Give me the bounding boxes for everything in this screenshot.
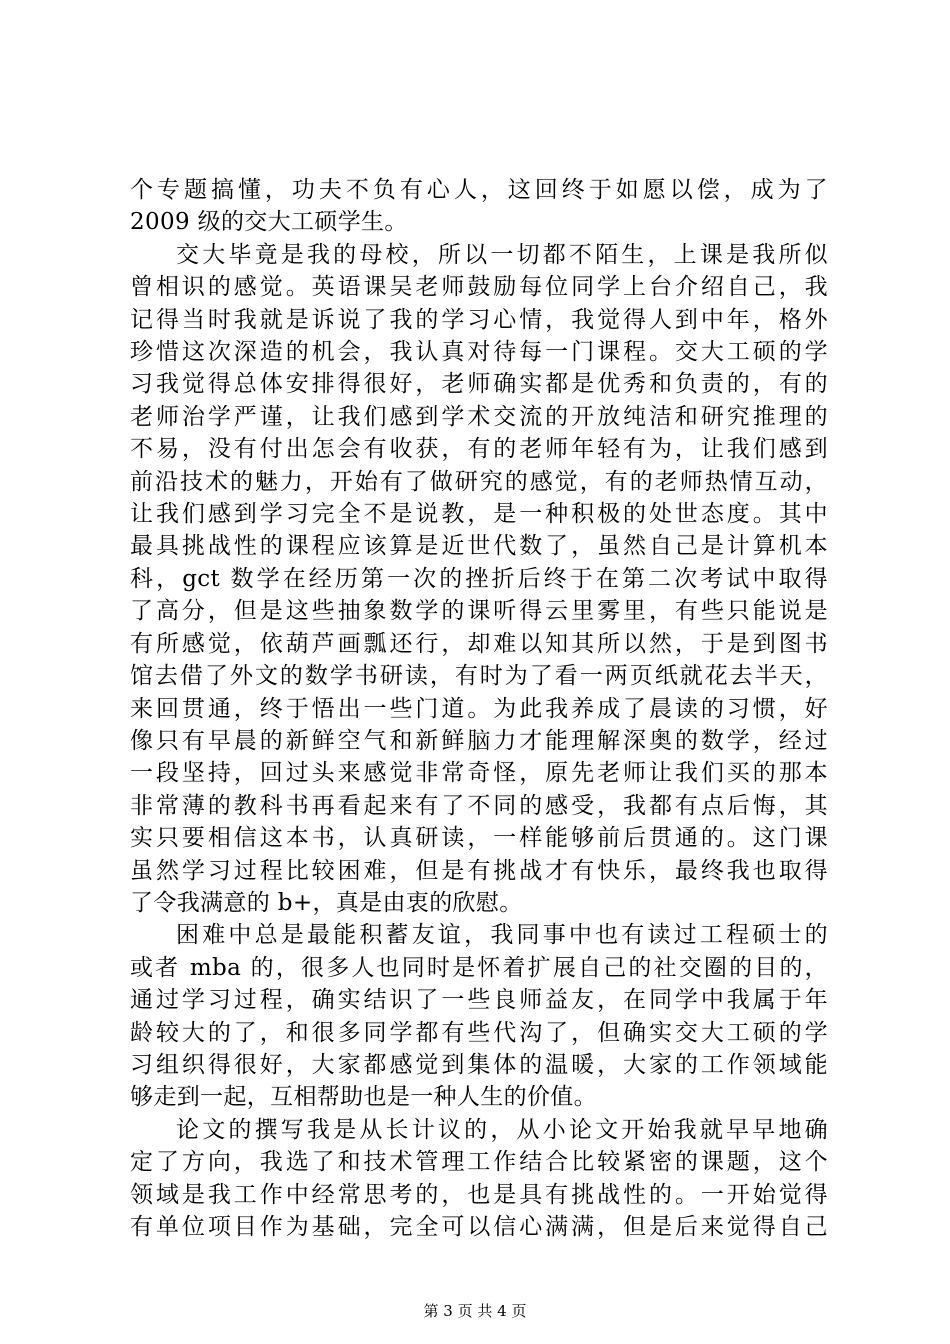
text-line: 虽然学习过程比较困难，但是有挑战才有快乐，最终我也取得 [130, 857, 828, 884]
text-line: 馆去借了外文的数学书研读，有时为了看一两页纸就花去半天， [130, 663, 828, 690]
text-line: 了高分，但是这些抽象数学的课听得云里雾里，有些只能说是 [130, 598, 828, 625]
text-line: 定了方向，我选了和技术管理工作结合比较紧密的课题，这个 [130, 1149, 828, 1176]
text-line: 够走到一起，互相帮助也是一种人生的价值。 [130, 1084, 597, 1111]
text-line: 来回贯通，终于悟出一些门道。为此我养成了晨读的习惯，好 [130, 695, 828, 722]
text-line: 论文的撰写我是从长计议的，从小论文开始我就早早地确 [176, 1116, 828, 1143]
text-line: 了令我满意的 b+，真是由衷的欣慰。 [130, 889, 523, 916]
text-line: 实只要相信这本书，认真研读，一样能够前后贯通的。这门课 [130, 825, 828, 852]
text-line: 习我觉得总体安排得很好，老师确实都是优秀和负责的，有的 [130, 371, 828, 398]
text-line: 或者 mba 的，很多人也同时是怀着扩展自己的社交圈的目的， [130, 954, 828, 981]
text-line: 个专题搞懂，功夫不负有心人，这回终于如愿以偿，成为了 [130, 177, 828, 203]
text-line: 有所感觉，依葫芦画瓢还行，却难以知其所以然，于是到图书 [130, 630, 828, 657]
document-body [130, 174, 828, 1243]
paragraph [130, 1114, 828, 1244]
text-line: 通过学习过程，确实结识了一些良师益友，在同学中我属于年 [130, 987, 828, 1014]
text-line: 老师治学严谨，让我们感到学术交流的开放纯洁和研究推理的 [130, 403, 828, 430]
text-line: 领域是我工作中经常思考的，也是具有挑战性的。一开始觉得 [130, 1181, 828, 1208]
text-line: 让我们感到学习完全不是说教，是一种积极的处世态度。其中 [130, 501, 828, 528]
text-line: 2009 级的交大工硕学生。 [130, 209, 408, 236]
text-line: 记得当时我就是诉说了我的学习心情，我觉得人到中年，格外 [130, 306, 828, 333]
paragraph [130, 919, 828, 1113]
text-line: 困难中总是最能积蓄友谊，我同事中也有读过工程硕士的 [176, 922, 828, 949]
text-line: 有单位项目作为基础，完全可以信心满满，但是后来觉得自己 [130, 1214, 828, 1240]
text-line: 像只有早晨的新鲜空气和新鲜脑力才能理解深奥的数学，经过 [130, 727, 828, 754]
text-line: 前沿技术的魅力，开始有了做研究的感觉，有的老师热情互动， [130, 468, 828, 495]
paragraph [130, 239, 828, 920]
text-line: 曾相识的感觉。英语课吴老师鼓励每位同学上台介绍自己，我 [130, 274, 828, 301]
text-line: 不易，没有付出怎会有收获，有的老师年轻有为，让我们感到 [130, 436, 828, 463]
text-line: 一段坚持，回过头来感觉非常奇怪，原先老师让我们买的那本 [130, 760, 828, 787]
text-line: 习组织得很好，大家都感觉到集体的温暖，大家的工作领域能 [130, 1051, 828, 1078]
text-line: 最具挑战性的课程应该算是近世代数了，虽然自己是计算机本 [130, 533, 828, 560]
text-line: 龄较大的了，和很多同学都有些代沟了，但确实交大工硕的学 [130, 1019, 828, 1046]
text-line: 科，gct 数学在经历第一次的挫折后终于在第二次考试中取得 [130, 565, 828, 592]
text-line: 交大毕竟是我的母校，所以一切都不陌生，上课是我所似 [176, 241, 828, 268]
text-line: 非常薄的教科书再看起来有了不同的感受，我都有点后悔，其 [130, 792, 828, 819]
text-line: 珍惜这次深造的机会，我认真对待每一门课程。交大工硕的学 [130, 339, 828, 366]
paragraph [130, 174, 828, 239]
page-number-footer: 第 3 页 共 4 页 [423, 1302, 527, 1320]
